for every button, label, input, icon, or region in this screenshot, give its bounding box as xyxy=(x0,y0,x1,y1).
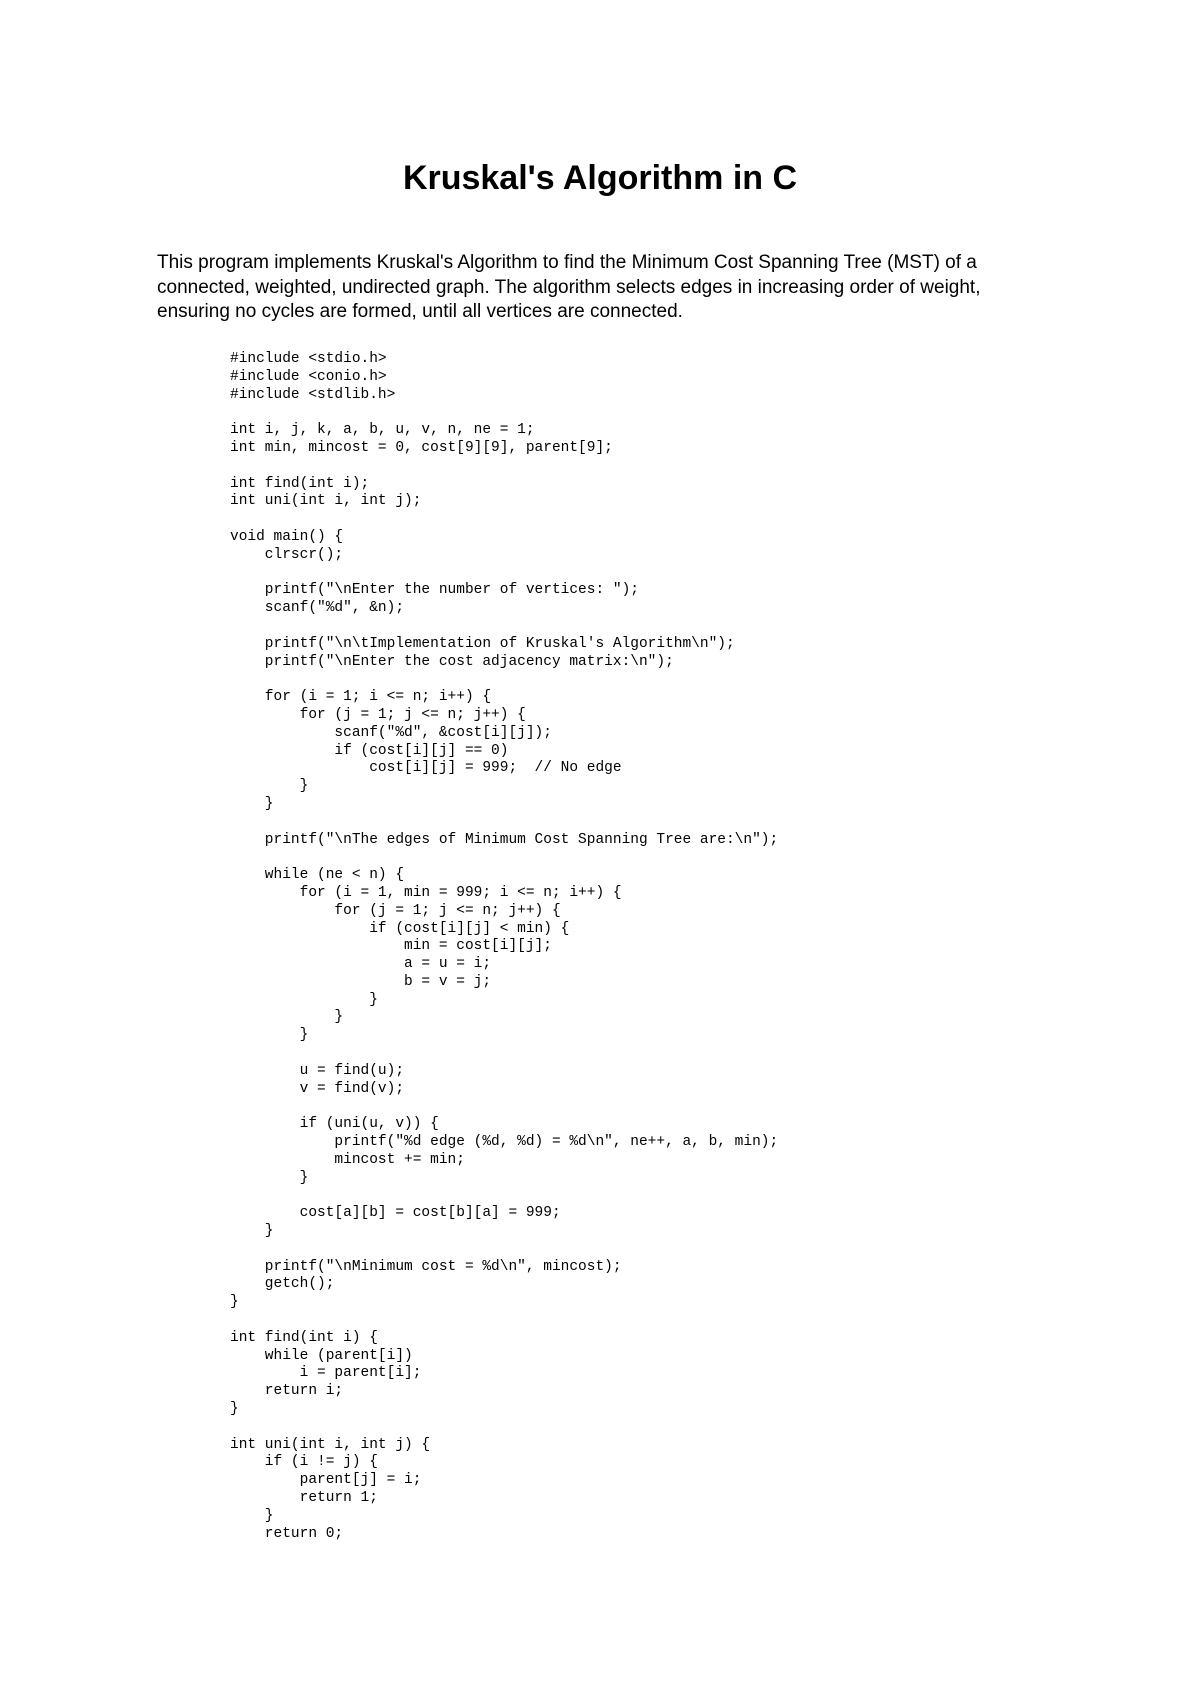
code-line: if (i != j) { xyxy=(230,1454,378,1471)
code-line: } xyxy=(230,778,309,795)
code-line: } xyxy=(230,991,378,1008)
code-line xyxy=(230,1187,1130,1205)
code-line: printf("\nEnter the number of vertices: "); xyxy=(230,582,639,599)
code-line: } xyxy=(230,1009,344,1026)
code-line xyxy=(230,404,1130,422)
code-line: i = parent[i]; xyxy=(230,1365,422,1382)
code-line: clrscr(); xyxy=(230,546,344,563)
code-line: return 1; xyxy=(230,1490,378,1506)
code-line: for (i = 1; i <= n; i++) { xyxy=(230,689,492,706)
code-line xyxy=(230,458,1130,476)
code-line: if (uni(u, v)) { xyxy=(230,1116,439,1133)
code-line: while (ne < n) { xyxy=(230,867,405,884)
code-line: cost[a][b] = cost[b][a] = 999; xyxy=(230,1205,561,1222)
code-line: for (i = 1, min = 999; i <= n; i++) { xyxy=(230,884,622,901)
code-line xyxy=(230,511,1130,529)
code-line: } xyxy=(230,1401,239,1418)
code-line: int find(int i); xyxy=(230,475,370,492)
code-line: printf("\nThe edges of Minimum Cost Spanning Tree are:\n"); xyxy=(230,831,779,848)
code-line: } xyxy=(230,1223,274,1240)
code-line: } xyxy=(230,795,274,812)
code-line: #include <stdlib.h> xyxy=(230,386,396,403)
code-line: a = u = i; xyxy=(230,956,492,973)
code-line: int uni(int i, int j); xyxy=(230,493,422,510)
code-line: } xyxy=(230,1169,309,1186)
code-line xyxy=(230,1312,1130,1330)
code-line: cost[i][j] = 999; // No edge xyxy=(230,760,622,777)
code-line xyxy=(230,814,1130,832)
code-line xyxy=(230,618,1130,636)
code-line: for (j = 1; j <= n; j++) { xyxy=(230,706,526,723)
code-line: } xyxy=(230,1027,309,1044)
code-line: mincost += min; xyxy=(230,1151,465,1168)
code-line: int min, mincost = 0, cost[9][9], parent[9]; xyxy=(230,439,613,456)
code-line: getch(); xyxy=(230,1276,335,1293)
code-line: parent[j] = i; xyxy=(230,1472,422,1489)
code-line: v = find(v); xyxy=(230,1080,405,1097)
code-line: } xyxy=(230,1507,274,1524)
code-line: return 0; xyxy=(230,1525,344,1542)
code-line: } xyxy=(230,1294,239,1311)
code-line: #include <conio.h> xyxy=(230,368,387,385)
code-line xyxy=(230,565,1130,583)
code-line xyxy=(230,849,1130,867)
code-block xyxy=(230,351,1130,1543)
code-line: for (j = 1; j <= n; j++) { xyxy=(230,902,561,919)
code-line: if (cost[i][j] == 0) xyxy=(230,742,509,759)
code-line: b = v = j; xyxy=(230,973,492,990)
code-line: while (parent[i]) xyxy=(230,1347,413,1364)
code-line: scanf("%d", &cost[i][j]); xyxy=(230,724,552,741)
code-line: printf("\nMinimum cost = %d\n", mincost); xyxy=(230,1258,622,1275)
code-line xyxy=(230,1098,1130,1116)
code-line: return i; xyxy=(230,1383,344,1400)
code-line: printf("\nEnter the cost adjacency matrix:\n"); xyxy=(230,653,674,670)
code-line xyxy=(230,671,1130,689)
code-line xyxy=(230,1241,1130,1259)
intro-paragraph: This program implements Kruskal's Algorithm to find the Minimum Cost Spanning Tree (MST) of a connected, weighted, undirected graph. The algorithm selects edges in increasing order of weight, ensuring no cycles are formed, until all vertices are connected. xyxy=(157,252,981,322)
code-line: printf("%d edge (%d, %d) = %d\n", ne++, a, b, min); xyxy=(230,1134,779,1151)
code-line: scanf("%d", &n); xyxy=(230,600,405,617)
code-line: void main() { xyxy=(230,528,344,545)
code-line: u = find(u); xyxy=(230,1062,405,1079)
code-line xyxy=(230,1419,1130,1437)
code-line: min = cost[i][j]; xyxy=(230,938,552,955)
code-line: int i, j, k, a, b, u, v, n, ne = 1; xyxy=(230,422,535,439)
code-line: if (cost[i][j] < min) { xyxy=(230,920,570,937)
code-line: #include <stdio.h> xyxy=(230,351,387,367)
code-line: printf("\n\tImplementation of Kruskal's Algorithm\n"); xyxy=(230,635,735,652)
code-line xyxy=(230,1045,1130,1063)
code-line: int uni(int i, int j) { xyxy=(230,1436,431,1453)
code-line: int find(int i) { xyxy=(230,1329,378,1346)
page-title: Kruskal's Algorithm in C xyxy=(402,159,798,197)
